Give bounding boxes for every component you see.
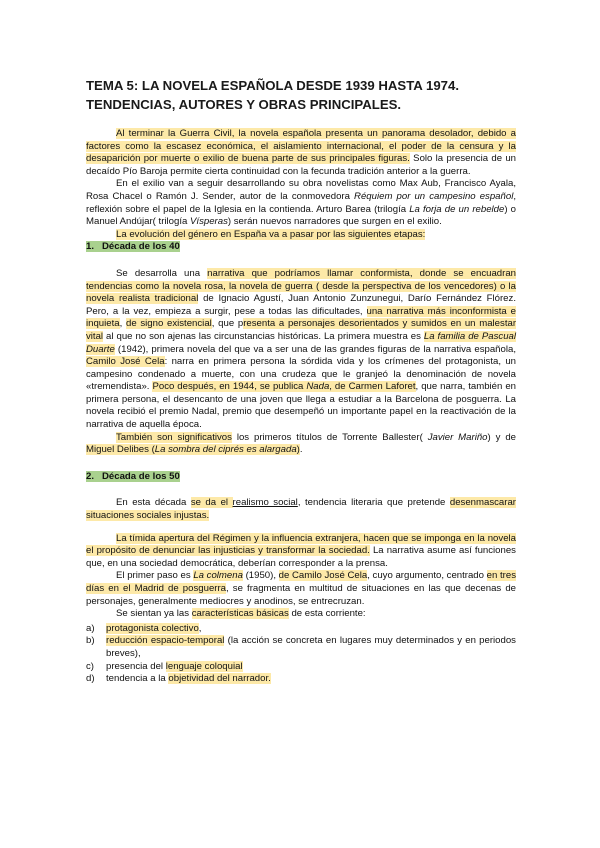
text: . xyxy=(299,444,303,456)
list-marker: a) xyxy=(86,622,95,634)
intro-paragraph-2 xyxy=(86,178,516,228)
text: En esta década xyxy=(116,497,191,509)
book-title: Réquiem por un campesino español xyxy=(354,190,514,202)
section-1-paragraph-2 xyxy=(86,432,516,457)
section-2-paragraph-2 xyxy=(86,533,516,571)
highlight: lenguaje coloquial xyxy=(165,660,243,672)
list-item xyxy=(86,673,516,686)
highlight: Al terminar la Guerra Civil, la novela española presenta un panorama desolador, debido a factores como la escasez económica, el aislamiento internacional, el poder de la censura y la desaparición por muerte o exilio de buena parte de sus principales figuras. xyxy=(86,128,516,165)
book-title: Nada xyxy=(306,381,330,393)
text: : narra en primera persona la sórdida vida y los crímenes del protagonista, un campesino condenado a muerte, con una crudeza que le granjeó la denominación de novela «tremendista». xyxy=(86,356,517,393)
highlight: Camilo José Cela xyxy=(86,356,165,368)
text: , cuyo argumento, centrado xyxy=(367,570,487,582)
section-2-paragraph-4 xyxy=(86,608,516,621)
highlight: Poco después, en 1944, se publica xyxy=(152,381,307,393)
book-title: Javier Mariño xyxy=(427,431,488,443)
list-item xyxy=(86,623,516,636)
highlight: de signo existencial xyxy=(125,318,212,330)
text: En el exilio van a seguir desarrollando su obra novelistas como Max Aub, Francisco Ayala, Rosa Chacel o Ramón J. Sender, autor de la conmovedora xyxy=(86,178,516,202)
text: , se fragmenta en multitud de situaciones en las que decenas de personajes, generalmente mediocres y anodinos, se entrecruzan. xyxy=(86,583,517,607)
text: , reflexión sobre el papel de la Iglesia en la contienda. Arturo Barea (trilogía xyxy=(86,190,516,215)
text: ) y de xyxy=(487,431,516,443)
text: ) o Manuel Andújar( trilogía xyxy=(86,203,516,228)
highlight: La evolución del género en España va a pasar por las siguientes etapas: xyxy=(116,228,426,240)
text: de Ignacio Agustí, Juan Antonio Zunzunegui, Darío Fernández Flórez. Pero, a la vez, empieza a surgir, pese a todas las dificultades, xyxy=(86,293,516,317)
section-2-paragraph-1 xyxy=(86,497,516,522)
page-title: TEMA 5: LA NOVELA ESPAÑOLA DESDE 1939 HASTA 1974. TENDENCIAS, AUTORES Y OBRAS PRINCIPALES. xyxy=(86,78,459,112)
text: El primer paso es xyxy=(116,570,194,582)
text: , xyxy=(198,622,202,634)
list-marker: d) xyxy=(86,673,95,685)
highlight: objetividad del narrador. xyxy=(168,673,271,685)
list-marker: c) xyxy=(86,660,94,672)
text: , xyxy=(119,318,126,330)
section-title: Década de los 40 xyxy=(102,241,180,253)
section-1-heading xyxy=(86,241,516,254)
list-item xyxy=(86,635,516,660)
text: los primeros títulos de Torrente Ballester( xyxy=(231,431,428,443)
text: de esta corriente: xyxy=(288,608,366,620)
highlight: de Camilo José Cela xyxy=(278,570,368,582)
text: Se desarrolla una xyxy=(116,267,208,279)
book-title: La familia de Pascual Duarte xyxy=(86,330,517,355)
list-marker: b) xyxy=(86,635,95,647)
text: presencia del xyxy=(106,660,166,672)
section-number: 2. xyxy=(86,470,95,482)
highlight: protagonista colectivo xyxy=(106,622,199,634)
highlight: características básicas xyxy=(191,608,289,620)
highlight: reducción espacio-temporal xyxy=(106,635,225,647)
highlight: en tres días en el Madrid de posguerra xyxy=(86,570,516,594)
intro-paragraph-1 xyxy=(86,128,516,178)
section-number: 1. xyxy=(86,241,95,253)
text: (1950), xyxy=(242,570,279,582)
text: tendencia a la xyxy=(106,673,169,685)
highlight: También son significativos xyxy=(116,431,232,443)
book-title: Vísperas xyxy=(190,216,228,228)
highlight: narrativa que podríamos llamar conformista, donde se encuadran tendencias como la novela rosa, la novela de guerra ( desde la perspectiva de los vencedores) o la novela realista tradicional xyxy=(86,267,516,305)
section-2-paragraph-3 xyxy=(86,570,516,608)
highlight: resenta a personajes desorientados y sumidos en un malestar vital xyxy=(86,318,517,342)
characteristics-list xyxy=(86,623,516,686)
highlight: ) xyxy=(296,444,300,456)
text: Solo la presencia de un decaído Pío Baroja permite cierta continuidad con la fecunda tradición anterior a la guerra. xyxy=(86,153,517,177)
book-title: La sombra del ciprés es alargada xyxy=(154,444,297,456)
text: La narrativa asume así funciones que, en una sociedad democrática, deberían corresponder a la prensa. xyxy=(86,545,516,569)
highlight: Miguel Delibes ( xyxy=(86,444,155,456)
text: Se sientan ya las xyxy=(116,608,192,620)
text: (la acción se concreta en lugares muy determinados y en periodos breves), xyxy=(106,635,516,659)
text: , que narra, también en primera persona, el desencanto de una joven que llega a estudiar a la Barcelona de posguerra. La novela recibió el premio Nadal, premio que desempeñó un importante papel en la reactivación de la narrativa de aquella época. xyxy=(86,381,516,431)
document-body xyxy=(86,128,516,686)
highlight: una narrativa más inconformista e inquieta xyxy=(86,305,516,330)
highlight: La tímida apertura del Régimen y la influencia extranjera, hacen que se imponga en la novela el propósito de denunciar las injusticias y transformar la sociedad. xyxy=(86,532,516,557)
text: , que p xyxy=(211,318,244,330)
underlined-term: realismo social xyxy=(232,497,298,509)
text: ) serán nuevos narradores que surgen en el exilio. xyxy=(227,216,442,228)
highlight: se da el xyxy=(190,497,233,509)
highlight: desenmascarar situaciones sociales injustas. xyxy=(86,497,516,522)
list-item xyxy=(86,661,516,674)
section-title: Década de los 50 xyxy=(102,470,180,482)
text: , tendencia literaria que pretende xyxy=(297,497,450,509)
intro-paragraph-3 xyxy=(86,229,516,242)
book-title: La colmena xyxy=(193,570,243,582)
text: (1942), primera novela del que va a ser una de las grandes figuras de la narrativa española, xyxy=(114,343,516,355)
section-1-paragraph-1 xyxy=(86,268,516,432)
highlight: , de Carmen Laforet xyxy=(329,381,416,393)
section-2-heading xyxy=(86,471,516,484)
book-title: La forja de un rebelde xyxy=(409,203,505,215)
text: al que no son ajenas las circunstancias históricas. La primera muestra es xyxy=(103,330,424,342)
